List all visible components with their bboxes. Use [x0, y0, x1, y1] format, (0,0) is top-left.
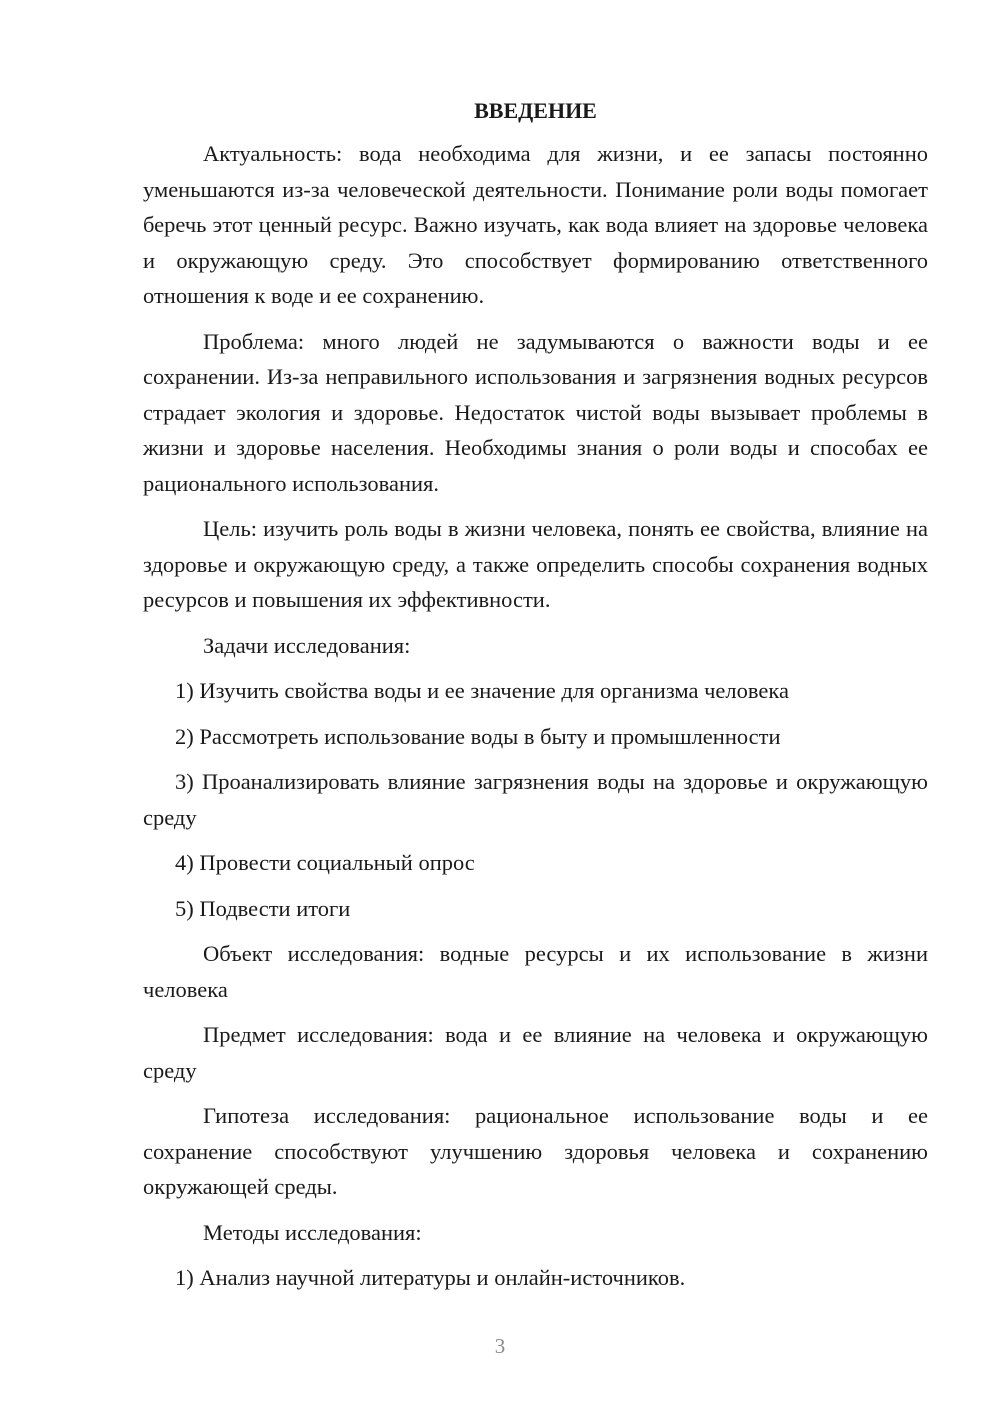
hypothesis-paragraph: Гипотеза исследования: рациональное использование воды и ее сохранение способствуют улучшению здоровья человека и сохранению окружающей среды.: [143, 1103, 928, 1199]
task-item: 4) Провести социальный опрос: [175, 850, 475, 875]
subject-paragraph: Предмет исследования: вода и ее влияние на человека и окружающую среду: [143, 1022, 928, 1083]
methods-list: [143, 1260, 928, 1296]
object-paragraph: Объект исследования: водные ресурсы и их использование в жизни человека: [143, 941, 928, 1002]
method-item: 1) Анализ научной литературы и онлайн-источников.: [175, 1265, 686, 1290]
methods-heading: Методы исследования:: [203, 1219, 422, 1245]
tasks-list: [143, 673, 928, 926]
problem-paragraph: Проблема: много людей не задумываются о важности воды и ее сохранении. Из-за неправильного использования и загрязнения водных ресурсов страдает экология и здоровье. Недостаток чистой воды вызывает проблемы в жизни и здоровье населения. Необходимы знания о роли воды и способах ее рационального использования.: [143, 328, 928, 496]
goal-paragraph: Цель: изучить роль воды в жизни человека, понять ее свойства, влияние на здоровье и окружающую среду, а также определить способы сохранения водных ресурсов и повышения их эффективности.: [143, 516, 928, 612]
tasks-heading: Задачи исследования:: [203, 632, 411, 658]
page-number: 3: [494, 1334, 506, 1358]
document-page: [143, 96, 928, 1306]
page-title: ВВЕДЕНИЕ: [474, 98, 597, 123]
task-item: 3) Проанализировать влияние загрязнения воды на здоровье и окружающую среду: [143, 769, 928, 830]
task-item: 1) Изучить свойства воды и ее значение для организма человека: [175, 678, 789, 703]
task-item: 5) Подвести итоги: [175, 895, 351, 921]
relevance-paragraph: Актуальность: вода необходима для жизни, и ее запасы постоянно уменьшаются из-за человеческой деятельности. Понимание роли воды помогает беречь этот ценный ресурс. Важно изучать, как вода влияет на здоровье человека и окружающую среду. Это способствует формированию ответственного отношения к воде и ее сохранению.: [143, 141, 928, 308]
task-item: 2) Рассмотреть использование воды в быту и промышленности: [175, 723, 781, 749]
